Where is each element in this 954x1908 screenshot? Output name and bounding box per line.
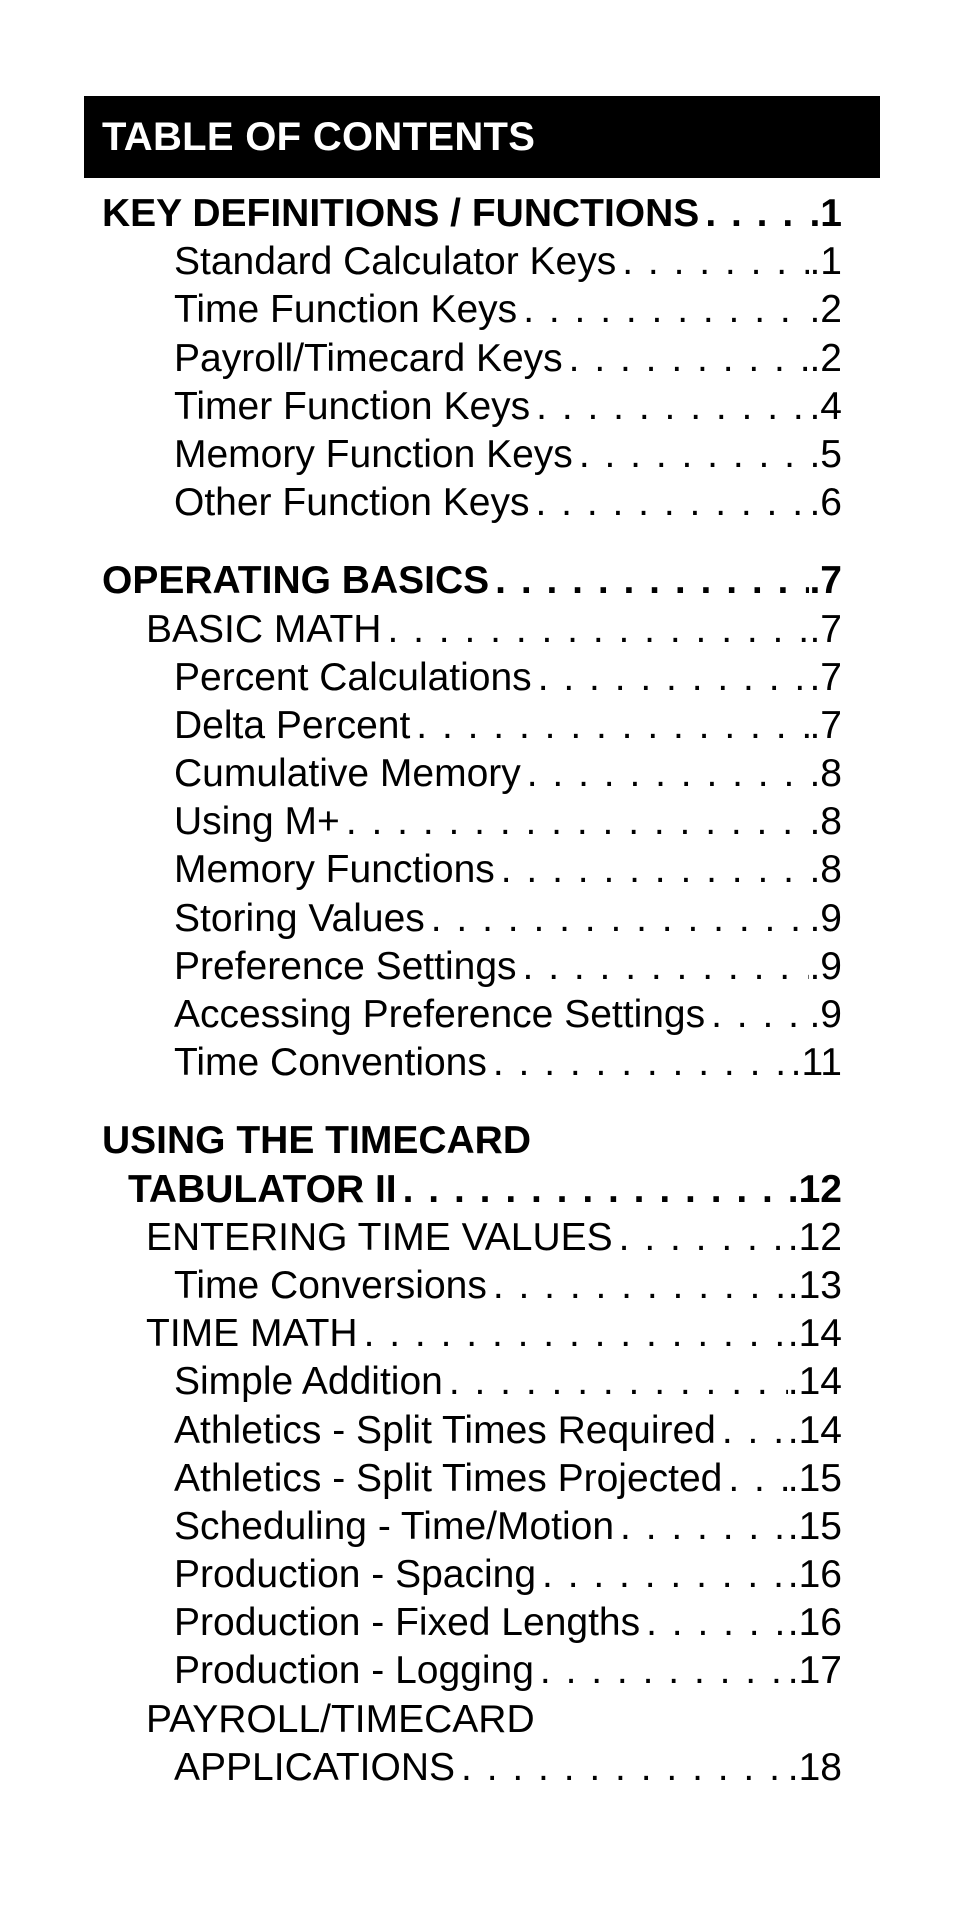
toc-entry[interactable]: Athletics - Split Times Projected . . . .15 [0,1455,954,1503]
toc-subsection-payroll-line1[interactable]: PAYROLL/TIMECARD [146,1697,535,1741]
toc-entry[interactable]: Standard Calculator Keys . . . .1 [0,238,954,286]
toc-section-operating-basics[interactable]: OPERATING BASICS . . . .7 [0,557,954,605]
toc-section-using-timecard-line2[interactable]: TABULATOR II . . . .12 [0,1166,954,1214]
toc-entry[interactable]: Cumulative Memory . . . .8 [0,750,954,798]
toc-entry[interactable]: Production - Spacing . . . .16 [0,1551,954,1599]
toc-entry[interactable]: Memory Function Keys . . . .5 [0,431,954,479]
toc-entry[interactable]: Memory Functions . . . .8 [0,846,954,894]
toc-label: KEY DEFINITIONS / FUNCTIONS [102,192,700,235]
toc-entry[interactable]: Athletics - Split Times Required . . . .14 [0,1407,954,1455]
toc-section-key-definitions[interactable] [0,190,954,238]
toc-subsection-payroll-line2[interactable]: APPLICATIONS . . . .18 [0,1744,954,1792]
toc-section-using-timecard-line1[interactable]: USING THE TIMECARD [102,1119,531,1163]
toc-entry[interactable]: Scheduling - Time/Motion . . . .15 [0,1503,954,1551]
toc-page: .1 [809,192,842,235]
toc-entry[interactable]: Using M+ . . . .8 [0,798,954,846]
toc-entry[interactable]: Percent Calculations . . . .7 [0,654,954,702]
toc-subsection-basic-math[interactable]: BASIC MATH . . . .7 [0,606,954,654]
toc-entry[interactable]: Simple Addition . . . .14 [0,1358,954,1406]
toc-entry[interactable]: Payroll/Timecard Keys . . . .2 [0,335,954,383]
toc-subsection-time-math[interactable]: TIME MATH . . . .14 [0,1310,954,1358]
toc-header [84,96,880,178]
toc-entry[interactable]: Time Conversions . . . .13 [0,1262,954,1310]
toc-entry[interactable]: Other Function Keys . . . .6 [0,479,954,527]
toc-entry[interactable]: Production - Logging . . . .17 [0,1647,954,1695]
toc-entry[interactable]: Production - Fixed Lengths . . . .16 [0,1599,954,1647]
toc-subsection-entering-time-values[interactable]: ENTERING TIME VALUES . . . .12 [0,1214,954,1262]
toc-entry[interactable]: Time Function Keys . . . .2 [0,286,954,334]
toc-entry[interactable]: Timer Function Keys . . . .4 [0,383,954,431]
toc-title: TABLE OF CONTENTS [102,114,536,159]
toc-entry[interactable]: Time Conventions . . . .11 [0,1039,954,1087]
toc-list [0,190,954,1792]
toc-entry[interactable]: Accessing Preference Settings . . . .9 [0,991,954,1039]
toc-entry[interactable]: Delta Percent . . . .7 [0,702,954,750]
toc-entry[interactable]: Preference Settings . . . .9 [0,943,954,991]
toc-entry[interactable]: Storing Values . . . .9 [0,895,954,943]
